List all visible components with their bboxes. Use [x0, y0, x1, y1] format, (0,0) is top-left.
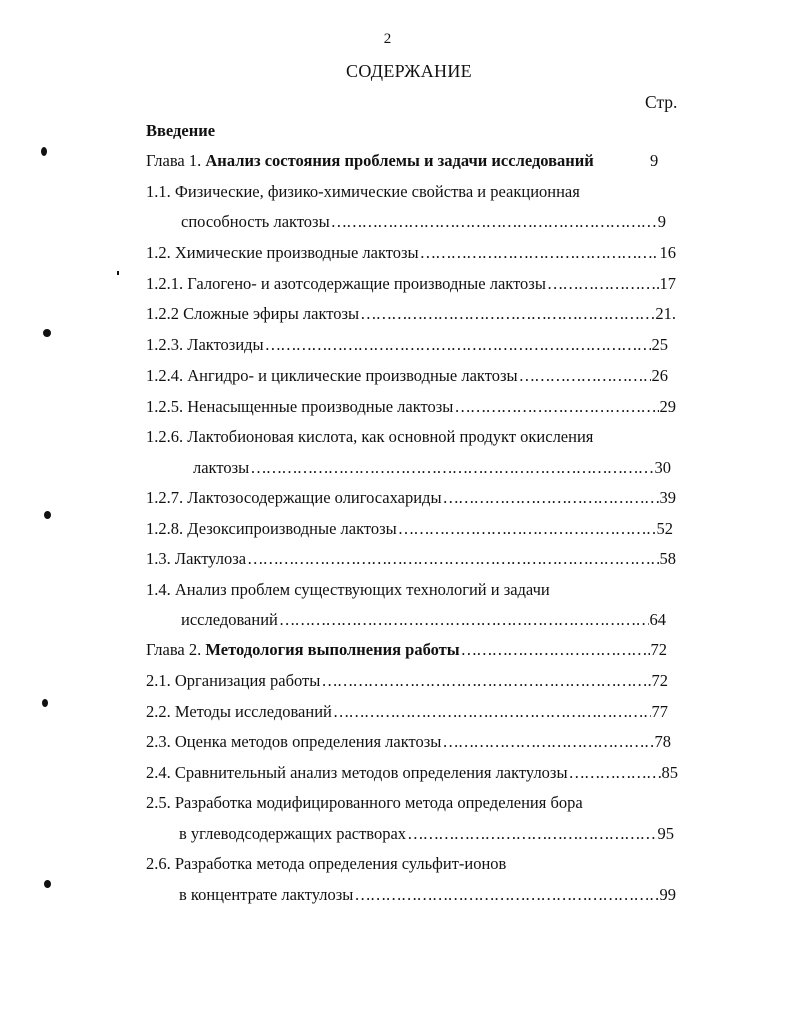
toc-chapter-2-title: Методология выполнения работы [205, 640, 460, 659]
toc-entry-1-2-text: 1.2. Химические производные лактозы [146, 243, 419, 262]
toc-entry-1-2 [146, 243, 676, 263]
toc-entry-1-2-page: 16 [659, 243, 676, 262]
leader-dots [279, 610, 649, 630]
toc-entry-1-1-page: 9 [657, 212, 666, 231]
scan-mark [42, 699, 48, 707]
toc-entry-1-2-4-page: 26 [651, 366, 668, 385]
leader-dots [398, 519, 656, 539]
toc-entry-1-2-6 [146, 427, 593, 447]
toc-entry-1-2-5 [146, 397, 676, 417]
toc-entry-2-3 [146, 732, 671, 752]
toc-entry-1-1 [146, 182, 580, 202]
leader-dots [442, 732, 653, 752]
scan-mark [41, 147, 47, 156]
toc-entry-1-2-8-text: 1.2.8. Дезоксипроизводные лактозы [146, 519, 397, 538]
leader-dots [265, 335, 651, 355]
toc-chapter-1 [146, 151, 666, 171]
toc-intro-label: Введение [146, 121, 216, 140]
toc-entry-2-6-line1: 2.6. Разработка метода определения сульфит-ионов [146, 854, 507, 873]
toc-entry-1-2-8-page: 52 [656, 519, 673, 538]
toc-entry-2-1-page: 72 [651, 671, 668, 690]
leader-dots [443, 488, 659, 508]
leader-dots [461, 640, 650, 660]
toc-entry-2-1 [146, 671, 668, 691]
toc-entry-1-4-line2: исследований [181, 610, 278, 629]
leader-dots [420, 243, 659, 263]
toc-entry-1-2-7-text: 1.2.7. Лактозосодержащие олигосахариды [146, 488, 442, 507]
toc-entry-1-2-5-text: 1.2.5. Ненасыщенные производные лактозы [146, 397, 454, 416]
leader-dots [519, 366, 651, 386]
toc-entry-2-4-page: 85 [661, 763, 678, 782]
leader-dots [354, 885, 658, 905]
toc-entry-2-5-line2: в углеводсодержащих растворах [179, 824, 407, 843]
toc-chapter-1-title: Анализ состояния проблемы и задачи исследований [205, 151, 594, 170]
toc-entry-1-2-1-text: 1.2.1. Галогено- и азотсодержащие производные лактозы [146, 274, 546, 293]
toc-entry-1-4-page: 64 [649, 610, 666, 629]
leader-dots [547, 274, 659, 294]
toc-entry-1-4-line1: 1.4. Анализ проблем существующих технологий и задачи [146, 580, 550, 599]
toc-entry-2-6 [146, 854, 506, 874]
leader-dots [569, 763, 661, 783]
toc-entry-2-2 [146, 702, 668, 722]
toc-entry-1-3 [146, 549, 676, 569]
toc-entry-2-5-cont [179, 824, 674, 844]
toc-entry-1-2-6-line2: лактозы [193, 458, 250, 477]
toc-chapter-1-page: 9 [650, 151, 659, 170]
toc-entry-1-2-1 [146, 274, 676, 294]
leader-dots [247, 549, 658, 569]
toc-entry-1-2-7 [146, 488, 676, 508]
toc-entry-2-2-text: 2.2. Методы исследований [146, 702, 332, 721]
page-column-label: Стр. [645, 92, 678, 112]
toc-entry-2-4-text: 2.4. Сравнительный анализ методов определения лактулозы [146, 763, 568, 782]
toc-chapter-2-prefix: Глава 2. [146, 640, 206, 659]
toc-entry-1-2-6-cont [193, 458, 671, 478]
toc-entry-2-5-line1: 2.5. Разработка модифицированного метода определения бора [146, 793, 583, 812]
toc-entry-2-5-page: 95 [657, 824, 674, 843]
leader-dots [321, 671, 650, 691]
toc-entry-1-2-7-page: 39 [659, 488, 676, 507]
toc-entry-1-2-3-page: 25 [651, 335, 668, 354]
toc-entry-1-2-2-text: 1.2.2 Сложные эфиры лактозы [146, 304, 360, 323]
toc-entry-1-2-4 [146, 366, 668, 386]
scan-mark [43, 329, 51, 337]
toc-entry-1-3-page: 58 [659, 549, 676, 568]
toc-entry-1-4 [146, 580, 550, 600]
toc-entry-2-6-line2: в концентрате лактулозы [179, 885, 354, 904]
scan-mark [117, 271, 119, 275]
leader-dots [360, 304, 654, 324]
toc-entry-2-5 [146, 793, 583, 813]
leader-dots [454, 397, 658, 417]
toc-entry-1-2-2 [146, 304, 676, 324]
toc-chapter-2 [146, 640, 667, 660]
scan-mark [44, 880, 51, 888]
toc-entry-1-2-5-page: 29 [659, 397, 676, 416]
toc-entry-1-2-3 [146, 335, 668, 355]
toc-entry-2-6-cont [179, 885, 676, 905]
toc-entry-1-2-3-text: 1.2.3. Лактозиды [146, 335, 264, 354]
scan-mark [44, 511, 51, 519]
toc-entry-1-2-8 [146, 519, 673, 539]
leader-dots [407, 824, 656, 844]
toc-entry-1-1-line2: способность лактозы [181, 212, 330, 231]
toc-entry-2-4 [146, 763, 678, 783]
toc-entry-1-1-line1: 1.1. Физические, физико-химические свойства и реакционная [146, 182, 580, 201]
toc-entry-1-2-2-page: 21. [655, 304, 676, 323]
toc-entry-1-2-4-text: 1.2.4. Ангидро- и циклические производные лактозы [146, 366, 518, 385]
toc-entry-1-2-6-line1: 1.2.6. Лактобионовая кислота, как основной продукт окисления [146, 427, 594, 446]
toc-entry-1-3-text: 1.3. Лактулоза [146, 549, 247, 568]
page-number: 2 [383, 31, 392, 47]
toc-chapter-1-prefix: Глава 1. [146, 151, 206, 170]
toc-entry-2-3-text: 2.3. Оценка методов определения лактозы [146, 732, 442, 751]
leader-dots [331, 212, 657, 232]
page-title: СОДЕРЖАНИЕ [346, 61, 472, 81]
toc-chapter-2-page: 72 [650, 640, 667, 659]
toc-entry-1-4-cont [181, 610, 666, 630]
toc-entry-2-1-text: 2.1. Организация работы [146, 671, 321, 690]
toc-entry-2-6-page: 99 [659, 885, 676, 904]
toc-entry-1-2-1-page: 17 [659, 274, 676, 293]
toc-entry-2-2-page: 77 [651, 702, 668, 721]
leader-dots [333, 702, 651, 722]
toc-entry-2-3-page: 78 [654, 732, 671, 751]
leader-dots [250, 458, 653, 478]
toc-entry-1-2-6-page: 30 [654, 458, 671, 477]
toc-entry-1-1-cont [181, 212, 666, 232]
toc-intro [146, 121, 215, 141]
